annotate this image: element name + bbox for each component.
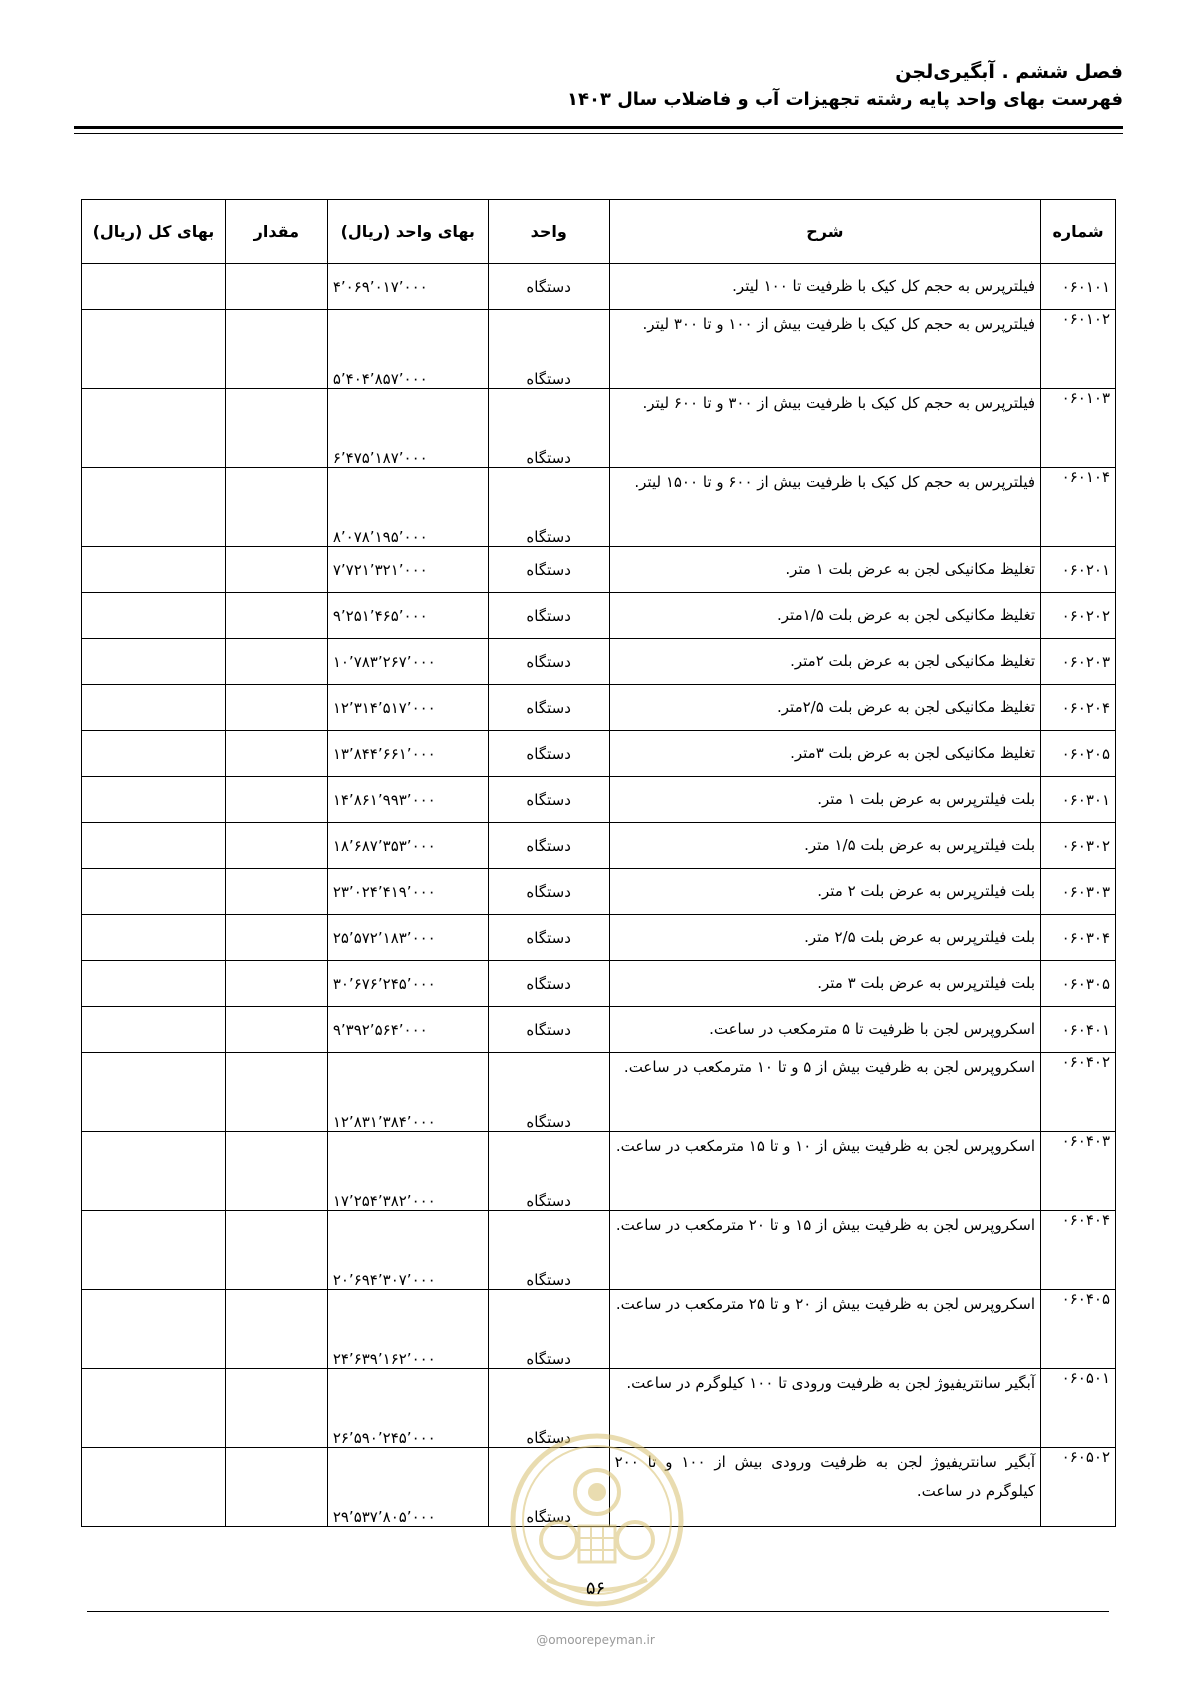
item-quantity-cell <box>225 389 327 468</box>
column-header-description: شرح <box>609 200 1040 264</box>
item-unit-cell: دستگاه <box>488 593 609 639</box>
item-unit-cell: دستگاه <box>488 1448 609 1527</box>
item-unit-cell: دستگاه <box>488 869 609 915</box>
item-unit-cell: دستگاه <box>488 961 609 1007</box>
item-total-price-cell <box>82 915 226 961</box>
item-unit-price-cell: ۱۰٬۷۸۳٬۲۶۷٬۰۰۰ <box>327 639 488 685</box>
item-total-price-cell <box>82 685 226 731</box>
item-unit-price-cell: ۲۶٬۵۹۰٬۲۴۵٬۰۰۰ <box>327 1369 488 1448</box>
price-list-title: فهرست بهای واحد پایه رشته تجهیزات آب و فاضلاب سال ۱۴۰۳ <box>566 89 1123 110</box>
item-quantity-cell <box>225 731 327 777</box>
item-description-cell: بلت فیلترپرس به عرض بلت ۲ متر. <box>609 869 1040 915</box>
item-code-cell: ۰۶۰۵۰۱ <box>1041 1369 1116 1448</box>
item-total-price-cell <box>82 961 226 1007</box>
item-unit-price-cell: ۲۰٬۶۹۴٬۳۰۷٬۰۰۰ <box>327 1211 488 1290</box>
page-number: ۵۶ <box>585 1578 606 1599</box>
table-row <box>82 1053 1116 1132</box>
table-row <box>82 639 1116 685</box>
item-total-price-cell <box>82 1132 226 1211</box>
item-description-cell: تغلیظ مکانیکی لجن به عرض بلت ۲/۵متر. <box>609 685 1040 731</box>
item-quantity-cell <box>225 468 327 547</box>
item-total-price-cell <box>82 310 226 389</box>
item-code-cell: ۰۶۰۳۰۳ <box>1041 869 1116 915</box>
item-code-cell: ۰۶۰۲۰۵ <box>1041 731 1116 777</box>
table-row <box>82 869 1116 915</box>
item-description-cell: فیلترپرس به حجم کل کیک با ظرفیت تا ۱۰۰ لیتر. <box>609 264 1040 310</box>
item-quantity-cell <box>225 547 327 593</box>
item-code-cell: ۰۶۰۳۰۲ <box>1041 823 1116 869</box>
item-unit-price-cell: ۲۵٬۵۷۲٬۱۸۳٬۰۰۰ <box>327 915 488 961</box>
item-unit-cell: دستگاه <box>488 1290 609 1369</box>
item-unit-price-cell: ۲۴٬۶۳۹٬۱۶۲٬۰۰۰ <box>327 1290 488 1369</box>
item-unit-price-cell: ۶٬۴۷۵٬۱۸۷٬۰۰۰ <box>327 389 488 468</box>
item-unit-cell: دستگاه <box>488 777 609 823</box>
item-unit-price-cell: ۷٬۷۲۱٬۳۲۱٬۰۰۰ <box>327 547 488 593</box>
item-code-cell: ۰۶۰۱۰۲ <box>1041 310 1116 389</box>
price-table <box>81 199 1116 1527</box>
item-quantity-cell <box>225 1448 327 1527</box>
chapter-title: فصل ششم . آبگیری‌لجن <box>895 61 1123 83</box>
item-unit-price-cell: ۱۸٬۶۸۷٬۳۵۳٬۰۰۰ <box>327 823 488 869</box>
item-quantity-cell <box>225 264 327 310</box>
item-unit-cell: دستگاه <box>488 823 609 869</box>
item-code-cell: ۰۶۰۱۰۱ <box>1041 264 1116 310</box>
item-description-cell: فیلترپرس به حجم کل کیک با ظرفیت بیش از ۳۰۰ و تا ۶۰۰ لیتر. <box>609 389 1040 468</box>
item-code-cell: ۰۶۰۱۰۳ <box>1041 389 1116 468</box>
item-total-price-cell <box>82 1290 226 1369</box>
column-header-total-price: بهای کل (ریال) <box>82 200 226 264</box>
item-quantity-cell <box>225 310 327 389</box>
item-unit-price-cell: ۵٬۴۰۴٬۸۵۷٬۰۰۰ <box>327 310 488 389</box>
item-total-price-cell <box>82 1369 226 1448</box>
item-unit-cell: دستگاه <box>488 468 609 547</box>
item-total-price-cell <box>82 468 226 547</box>
table-row <box>82 310 1116 389</box>
item-unit-price-cell: ۲۹٬۵۳۷٬۸۰۵٬۰۰۰ <box>327 1448 488 1527</box>
item-code-cell: ۰۶۰۱۰۴ <box>1041 468 1116 547</box>
item-unit-price-cell: ۹٬۲۵۱٬۴۶۵٬۰۰۰ <box>327 593 488 639</box>
item-unit-cell: دستگاه <box>488 1007 609 1053</box>
item-total-price-cell <box>82 593 226 639</box>
item-description-cell: بلت فیلترپرس به عرض بلت ۳ متر. <box>609 961 1040 1007</box>
item-unit-price-cell: ۱۷٬۲۵۴٬۳۸۲٬۰۰۰ <box>327 1132 488 1211</box>
item-quantity-cell <box>225 685 327 731</box>
table-row <box>82 1007 1116 1053</box>
table-row <box>82 731 1116 777</box>
item-code-cell: ۰۶۰۳۰۵ <box>1041 961 1116 1007</box>
column-header-unit: واحد <box>488 200 609 264</box>
table-row <box>82 389 1116 468</box>
item-total-price-cell <box>82 731 226 777</box>
item-code-cell: ۰۶۰۵۰۲ <box>1041 1448 1116 1527</box>
item-quantity-cell <box>225 1132 327 1211</box>
item-total-price-cell <box>82 1007 226 1053</box>
item-code-cell: ۰۶۰۳۰۴ <box>1041 915 1116 961</box>
item-code-cell: ۰۶۰۲۰۱ <box>1041 547 1116 593</box>
item-total-price-cell <box>82 547 226 593</box>
item-unit-price-cell: ۳۰٬۶۷۶٬۲۴۵٬۰۰۰ <box>327 961 488 1007</box>
header-rule-thick <box>74 126 1123 129</box>
table-header-row <box>82 200 1116 264</box>
item-total-price-cell <box>82 639 226 685</box>
item-unit-price-cell: ۱۳٬۸۴۴٬۶۶۱٬۰۰۰ <box>327 731 488 777</box>
table-row <box>82 777 1116 823</box>
table-body <box>82 264 1116 1527</box>
table-row <box>82 593 1116 639</box>
item-total-price-cell <box>82 1211 226 1290</box>
item-quantity-cell <box>225 1211 327 1290</box>
item-description-cell: بلت فیلترپرس به عرض بلت ۱ متر. <box>609 777 1040 823</box>
item-unit-cell: دستگاه <box>488 639 609 685</box>
column-header-code: شماره <box>1041 200 1116 264</box>
item-description-cell: تغلیظ مکانیکی لجن به عرض بلت ۱/۵متر. <box>609 593 1040 639</box>
item-description-cell: فیلترپرس به حجم کل کیک با ظرفیت بیش از ۶۰۰ و تا ۱۵۰۰ لیتر. <box>609 468 1040 547</box>
table-row <box>82 468 1116 547</box>
item-total-price-cell <box>82 264 226 310</box>
item-code-cell: ۰۶۰۴۰۵ <box>1041 1290 1116 1369</box>
website-watermark: @omoorepeyman.ir <box>536 1633 655 1647</box>
item-total-price-cell <box>82 1053 226 1132</box>
item-code-cell: ۰۶۰۴۰۲ <box>1041 1053 1116 1132</box>
item-description-cell: فیلترپرس به حجم کل کیک با ظرفیت بیش از ۱۰۰ و تا ۳۰۰ لیتر. <box>609 310 1040 389</box>
item-unit-cell: دستگاه <box>488 731 609 777</box>
page-header <box>68 58 1123 114</box>
item-quantity-cell <box>225 823 327 869</box>
column-header-quantity: مقدار <box>225 200 327 264</box>
item-quantity-cell <box>225 1369 327 1448</box>
item-quantity-cell <box>225 961 327 1007</box>
item-code-cell: ۰۶۰۴۰۳ <box>1041 1132 1116 1211</box>
item-unit-price-cell: ۹٬۳۹۲٬۵۶۴٬۰۰۰ <box>327 1007 488 1053</box>
item-unit-price-cell: ۸٬۰۷۸٬۱۹۵٬۰۰۰ <box>327 468 488 547</box>
item-description-cell: بلت فیلترپرس به عرض بلت ۱/۵ متر. <box>609 823 1040 869</box>
table-row <box>82 915 1116 961</box>
item-description-cell: اسکروپرس لجن به ظرفیت بیش از ۱۰ و تا ۱۵ مترمکعب در ساعت. <box>609 1132 1040 1211</box>
item-description-cell: تغلیظ مکانیکی لجن به عرض بلت ۱ متر. <box>609 547 1040 593</box>
item-quantity-cell <box>225 777 327 823</box>
item-unit-cell: دستگاه <box>488 915 609 961</box>
item-unit-cell: دستگاه <box>488 310 609 389</box>
item-total-price-cell <box>82 869 226 915</box>
table-row <box>82 547 1116 593</box>
item-total-price-cell <box>82 389 226 468</box>
item-unit-cell: دستگاه <box>488 547 609 593</box>
item-description-cell: اسکروپرس لجن به ظرفیت بیش از ۲۰ و تا ۲۵ مترمکعب در ساعت. <box>609 1290 1040 1369</box>
table-row <box>82 685 1116 731</box>
item-description-cell: تغلیظ مکانیکی لجن به عرض بلت ۲متر. <box>609 639 1040 685</box>
item-quantity-cell <box>225 915 327 961</box>
footer-rule <box>87 1611 1109 1612</box>
item-unit-cell: دستگاه <box>488 1053 609 1132</box>
item-quantity-cell <box>225 1290 327 1369</box>
item-quantity-cell <box>225 869 327 915</box>
item-unit-cell: دستگاه <box>488 389 609 468</box>
item-code-cell: ۰۶۰۲۰۲ <box>1041 593 1116 639</box>
item-unit-cell: دستگاه <box>488 264 609 310</box>
item-unit-cell: دستگاه <box>488 1369 609 1448</box>
item-code-cell: ۰۶۰۴۰۴ <box>1041 1211 1116 1290</box>
item-description-cell: اسکروپرس لجن به ظرفیت بیش از ۱۵ و تا ۲۰ مترمکعب در ساعت. <box>609 1211 1040 1290</box>
table-row <box>82 823 1116 869</box>
item-quantity-cell <box>225 593 327 639</box>
item-quantity-cell <box>225 1007 327 1053</box>
item-total-price-cell <box>82 1448 226 1527</box>
item-unit-price-cell: ۱۲٬۸۳۱٬۳۸۴٬۰۰۰ <box>327 1053 488 1132</box>
item-description-cell: آبگیر سانتریفیوژ لجن به ظرفیت ورودی تا ۱۰۰ کیلوگرم در ساعت. <box>609 1369 1040 1448</box>
table-row <box>82 1211 1116 1290</box>
item-unit-cell: دستگاه <box>488 1132 609 1211</box>
item-code-cell: ۰۶۰۲۰۴ <box>1041 685 1116 731</box>
item-unit-price-cell: ۴٬۰۶۹٬۰۱۷٬۰۰۰ <box>327 264 488 310</box>
column-header-unit-price: بهای واحد (ریال) <box>327 200 488 264</box>
item-total-price-cell <box>82 777 226 823</box>
header-rule-thin <box>74 133 1123 134</box>
item-quantity-cell <box>225 1053 327 1132</box>
item-description-cell: آبگیر سانتریفیوژ لجن به ظرفیت ورودی بیش از ۱۰۰ و تا ۲۰۰ کیلوگرم در ساعت. <box>609 1448 1040 1527</box>
item-quantity-cell <box>225 639 327 685</box>
item-code-cell: ۰۶۰۲۰۳ <box>1041 639 1116 685</box>
table-row <box>82 1132 1116 1211</box>
item-description-cell: اسکروپرس لجن با ظرفیت تا ۵ مترمکعب در ساعت. <box>609 1007 1040 1053</box>
item-unit-price-cell: ۲۳٬۰۲۴٬۴۱۹٬۰۰۰ <box>327 869 488 915</box>
item-description-cell: تغلیظ مکانیکی لجن به عرض بلت ۳متر. <box>609 731 1040 777</box>
item-unit-cell: دستگاه <box>488 1211 609 1290</box>
table-row <box>82 264 1116 310</box>
item-unit-price-cell: ۱۴٬۸۶۱٬۹۹۳٬۰۰۰ <box>327 777 488 823</box>
item-total-price-cell <box>82 823 226 869</box>
table-row <box>82 961 1116 1007</box>
item-description-cell: بلت فیلترپرس به عرض بلت ۲/۵ متر. <box>609 915 1040 961</box>
item-unit-price-cell: ۱۲٬۳۱۴٬۵۱۷٬۰۰۰ <box>327 685 488 731</box>
table-row <box>82 1290 1116 1369</box>
item-code-cell: ۰۶۰۴۰۱ <box>1041 1007 1116 1053</box>
item-code-cell: ۰۶۰۳۰۱ <box>1041 777 1116 823</box>
item-description-cell: اسکروپرس لجن به ظرفیت بیش از ۵ و تا ۱۰ مترمکعب در ساعت. <box>609 1053 1040 1132</box>
item-unit-cell: دستگاه <box>488 685 609 731</box>
